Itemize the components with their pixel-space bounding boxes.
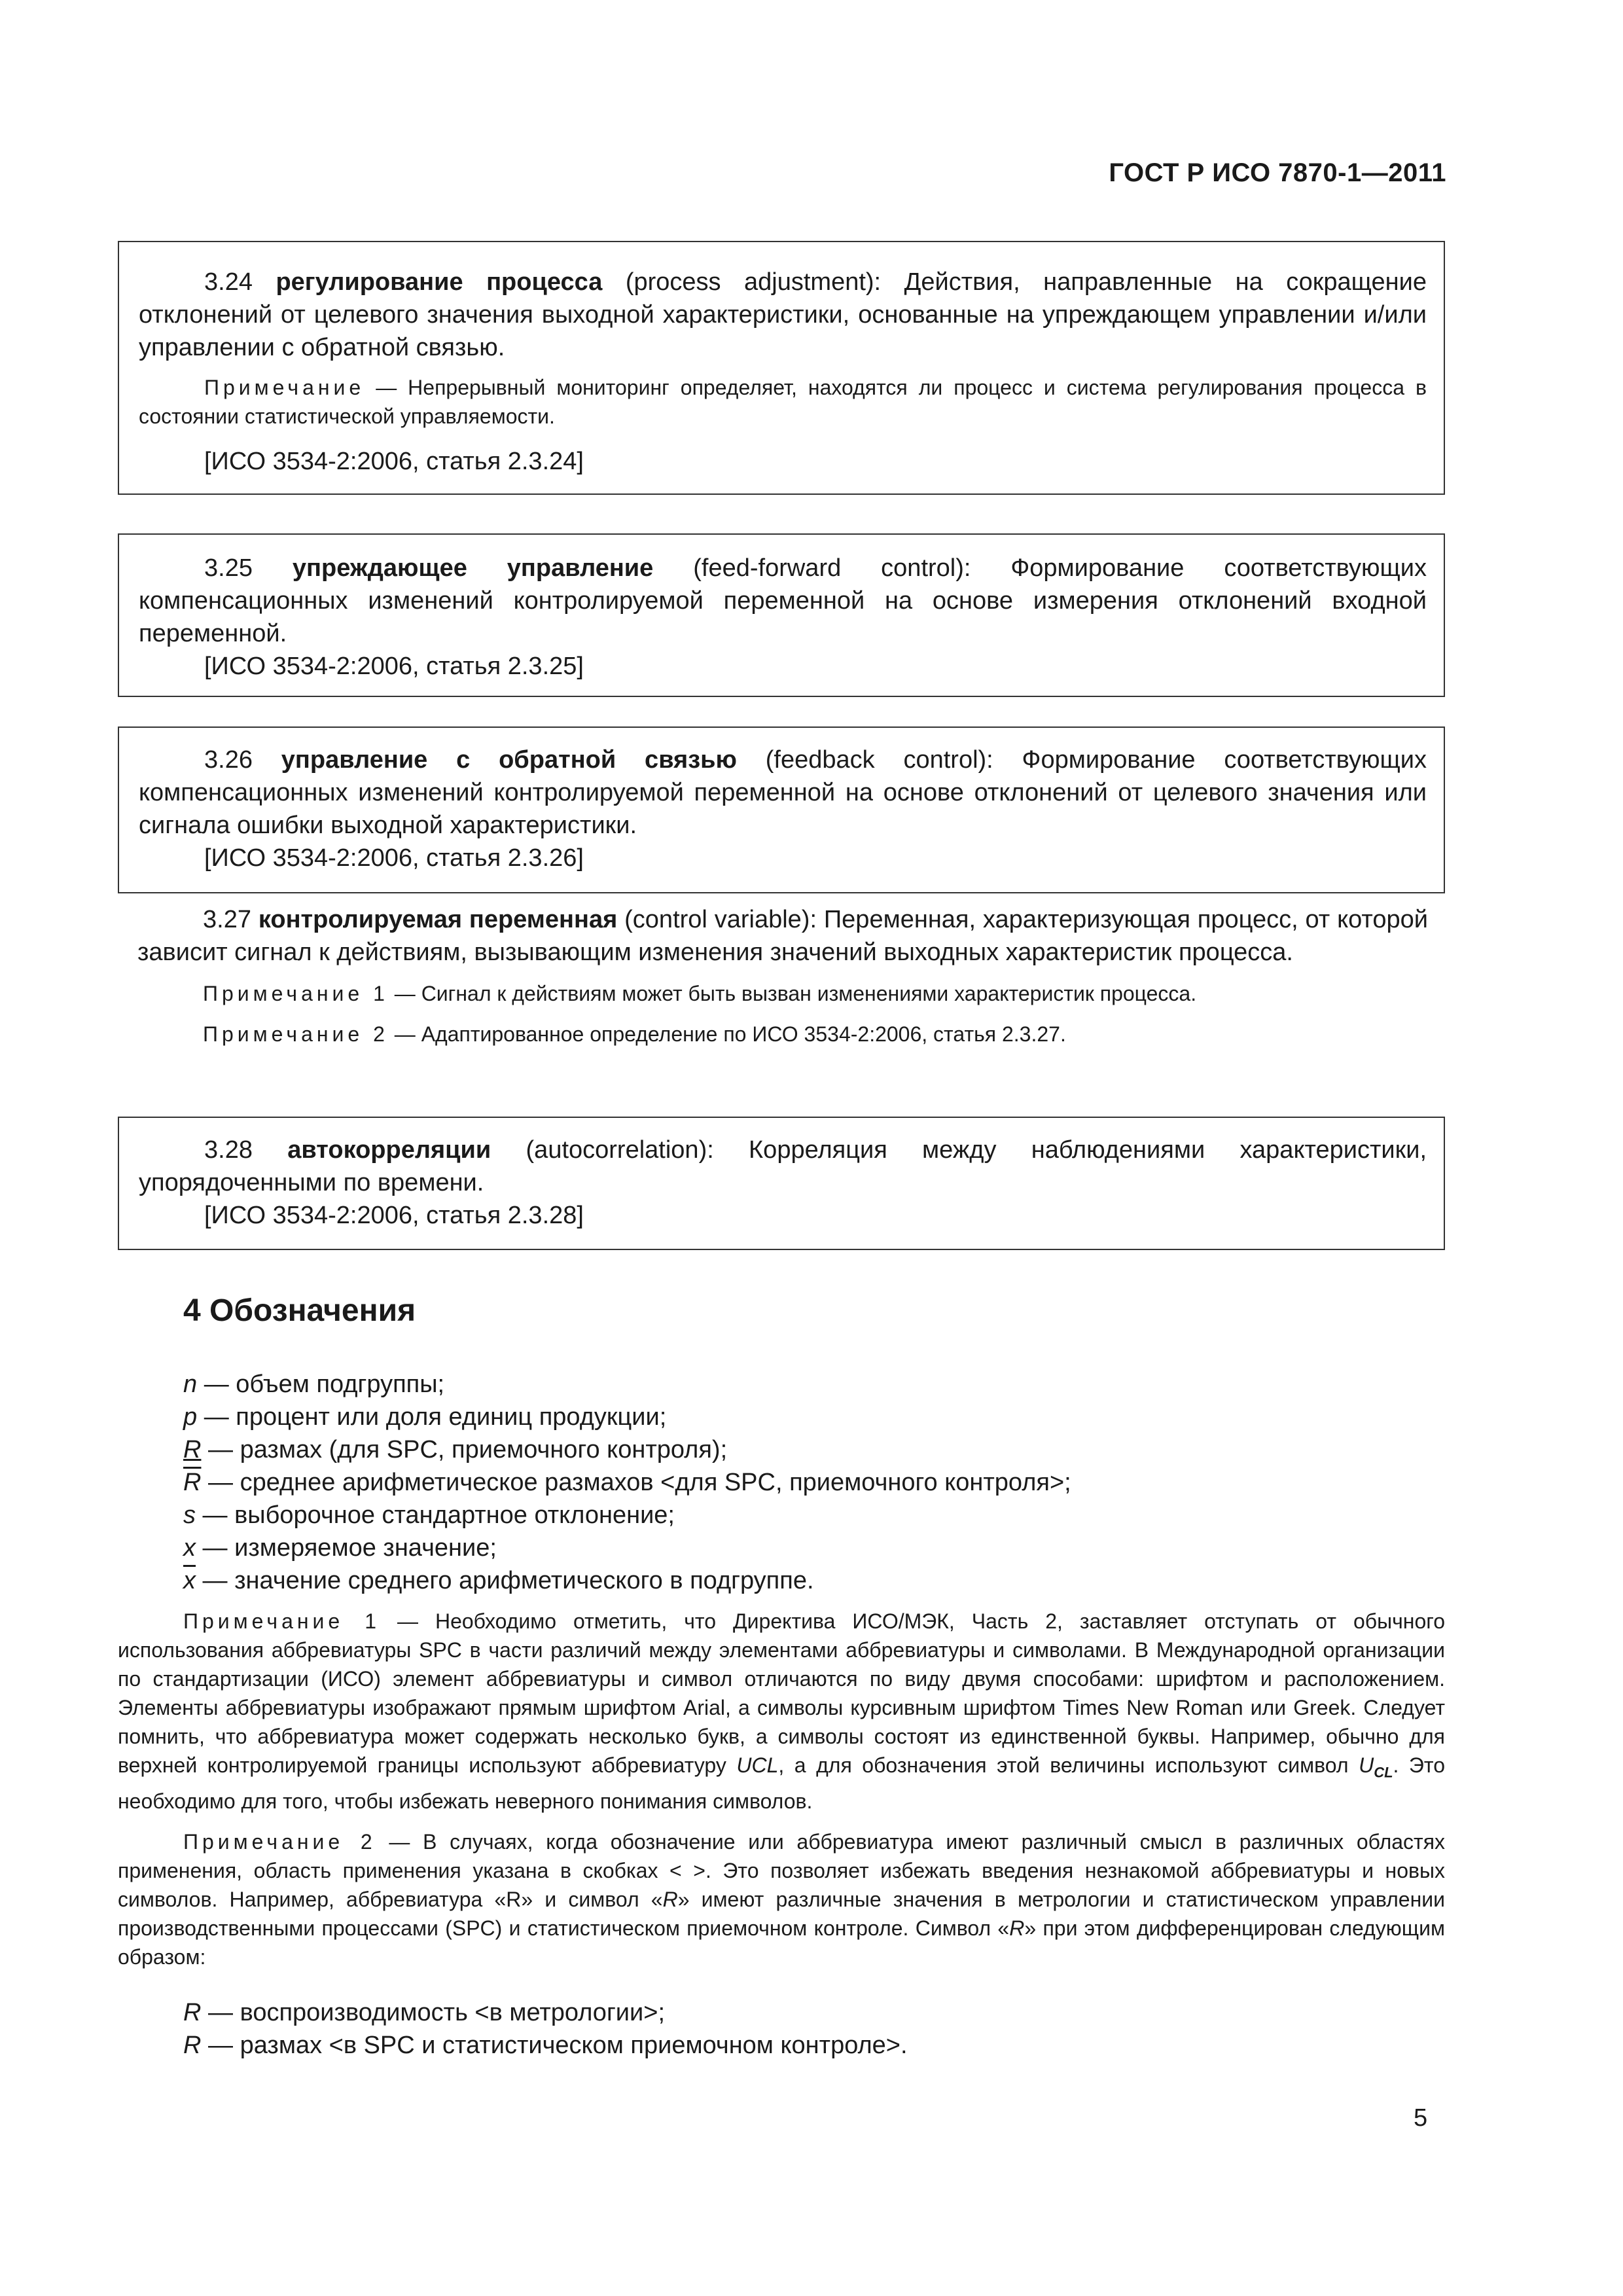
note-label: Примечание 1: [203, 982, 389, 1005]
term-source: [ИСО 3534-2:2006, статья 2.3.28]: [204, 1202, 584, 1229]
symbol: s: [183, 1501, 196, 1529]
term-note-2: [137, 1020, 1428, 1049]
page-number: 5: [1414, 2104, 1428, 2132]
term-text: (control variable): Переменная, характеризующая процесс, от которой зависит сигнал к действиям, вызывающим изменения значений выходных характеристик процесса.: [137, 906, 1429, 966]
term-box-3-25: [118, 533, 1445, 697]
term-source: [ИСО 3534-2:2006, статья 2.3.26]: [204, 844, 584, 872]
symbol-desc: — значение среднего арифметического в подгруппе.: [196, 1567, 814, 1594]
term-number: 3.25: [204, 554, 253, 582]
term-name: контролируемая переменная: [258, 906, 618, 933]
note-ucl: UCL: [736, 1753, 779, 1777]
note-2: [118, 1827, 1445, 1971]
r-definition-list: [183, 1996, 1427, 2062]
symbol: R: [183, 1999, 202, 2026]
term-note: [139, 373, 1427, 431]
symbol-item: [183, 1532, 1427, 1564]
term-box-3-26: [118, 726, 1445, 893]
term-definition: [139, 266, 1427, 364]
symbol: p: [183, 1403, 198, 1431]
term-name: автокорреляции: [287, 1136, 491, 1164]
r-definition-item: [183, 1996, 1427, 2029]
note-text: » имеют различные значения в метрологии и статистическом управлении производственными процессами (SPC) и статистическом приемочном контроле. Символ «: [118, 1888, 1446, 1941]
term-number: 3.27: [203, 906, 251, 933]
note-text: » при этом дифференцирован следующим образом:: [118, 1916, 1446, 1969]
note-label: Примечание 2: [203, 1022, 389, 1046]
symbol-desc: — процент или доля единиц продукции;: [197, 1403, 667, 1431]
term-number: 3.28: [204, 1136, 253, 1164]
note-1: [118, 1607, 1445, 1816]
note-text: — Сигнал к действиям может быть вызван изменениями характеристик процесса.: [394, 982, 1197, 1005]
term-definition: [139, 552, 1427, 650]
symbol-desc: — измеряемое значение;: [196, 1534, 497, 1562]
term-box-3-24: [118, 241, 1445, 495]
symbol: $\overline{R}$: [183, 1469, 202, 1496]
note-label: Примечание 1: [183, 1609, 380, 1633]
term-text: (process adjustment): Действия, направленные на сокращение отклонений от целевого значения выходной характеристики, основанные на упреждающем управлении и/или управлении с обратной связью.: [139, 268, 1427, 361]
note-symbol-r: R: [662, 1888, 678, 1912]
symbol-item: [183, 1466, 1427, 1499]
symbol-list: [183, 1368, 1427, 1597]
symbol-desc: — размах <в SPC и статистическом приемочном контроле>.: [201, 2032, 908, 2059]
symbol-item: [183, 1368, 1427, 1401]
note-label: Примечание: [204, 376, 365, 399]
symbol-desc: — размах (для SPC, приемочного контроля);: [201, 1436, 728, 1463]
term-definition: [139, 1134, 1427, 1199]
symbol-item: [183, 1433, 1427, 1466]
note-symbol-u: U: [1359, 1753, 1374, 1777]
symbol: $\overline{x}$: [183, 1567, 196, 1594]
term-text: (feedback control): Формирование соответствующих компенсационных изменений контролируемой переменной на основе отклонений от целевого значения или сигнала ошибки выходной характеристики.: [139, 746, 1427, 839]
symbol-item: [183, 1401, 1427, 1433]
symbol: R: [183, 2032, 202, 2059]
term-3-27: [118, 903, 1445, 1049]
symbol: n: [183, 1371, 198, 1398]
term-source: [ИСО 3534-2:2006, статья 2.3.24]: [204, 448, 584, 475]
symbol: R: [183, 1436, 202, 1463]
note-symbol-r: R: [1009, 1916, 1025, 1941]
term-number: 3.26: [204, 746, 253, 774]
term-name: управление с обратной связью: [281, 746, 737, 774]
term-definition: [137, 903, 1428, 969]
symbol-desc: — выборочное стандартное отклонение;: [196, 1501, 675, 1529]
symbol: x: [183, 1534, 196, 1562]
term-note-1: [137, 979, 1428, 1008]
r-definition-item: [183, 2029, 1427, 2062]
symbol-item: [183, 1564, 1427, 1597]
note-text: — В случаях, когда обозначение или аббревиатура имеют различный смысл в различных областях применения, область применения указана в скобках < >. Это позволяет избежать введения незнакомой аббревиатуры и новых символов. Например, аббревиатура «R» и символ «: [118, 1830, 1446, 1912]
symbol-desc: — воспроизводимость <в метрологии>;: [201, 1999, 666, 2026]
term-definition: [139, 744, 1427, 842]
note-text: , а для обозначения этой величины используют символ: [778, 1753, 1359, 1777]
term-number: 3.24: [204, 268, 253, 296]
note-label: Примечание 2: [183, 1830, 376, 1854]
term-name: регулирование процесса: [276, 268, 603, 296]
section4-notes: [118, 1607, 1445, 1971]
note-text: — Адаптированное определение по ИСО 3534-2:2006, статья 2.3.27.: [394, 1022, 1066, 1046]
term-box-3-28: [118, 1117, 1445, 1250]
term-text: (autocorrelation): Корреляция между наблюдениями характеристики, упорядоченными по времени.: [139, 1136, 1427, 1196]
note-subscript: CL: [1374, 1764, 1393, 1781]
term-name: упреждающее управление: [292, 554, 654, 582]
symbol-desc: — среднее арифметическое размахов <для SPC, приемочного контроля>;: [201, 1469, 1071, 1496]
note-text: . Это необходимо для того, чтобы избежать неверного понимания символов.: [118, 1753, 1446, 1814]
note-text: — Необходимо отметить, что Директива ИСО/МЭК, Часть 2, заставляет отступать от обычного использования аббревиатуры SPC в части различий между элементами аббревиатуры и символами. В Международной организации по стандартизации (ИСО) элемент аббревиатуры и символ отличаются по виду двумя способами: шрифтом и расположением. Элементы аббревиатуры изображают прямым шрифтом Arial, а символы курсивным шрифтом Times New Roman или Greek. Следует помнить, что аббревиатура может содержать несколько букв, а символы состоят из единственной буквы. Например, обычно для верхней контролируемой границы используют аббревиатуру: [118, 1609, 1445, 1777]
term-text: (feed-forward control): Формирование соответствующих компенсационных изменений контролируемой переменной на основе измерения отклонений входной переменной.: [139, 554, 1427, 647]
symbol-item: [183, 1499, 1427, 1532]
symbol-desc: — объем подгруппы;: [197, 1371, 445, 1398]
document-id: ГОСТ Р ИСО 7870-1—2011: [1109, 158, 1446, 187]
term-source: [ИСО 3534-2:2006, статья 2.3.25]: [204, 653, 584, 680]
note-text: — Непрерывный мониторинг определяет, находятся ли процесс и система регулирования процесса в состоянии статистической управляемости.: [139, 376, 1427, 428]
section-title: 4 Обозначения: [183, 1293, 416, 1328]
